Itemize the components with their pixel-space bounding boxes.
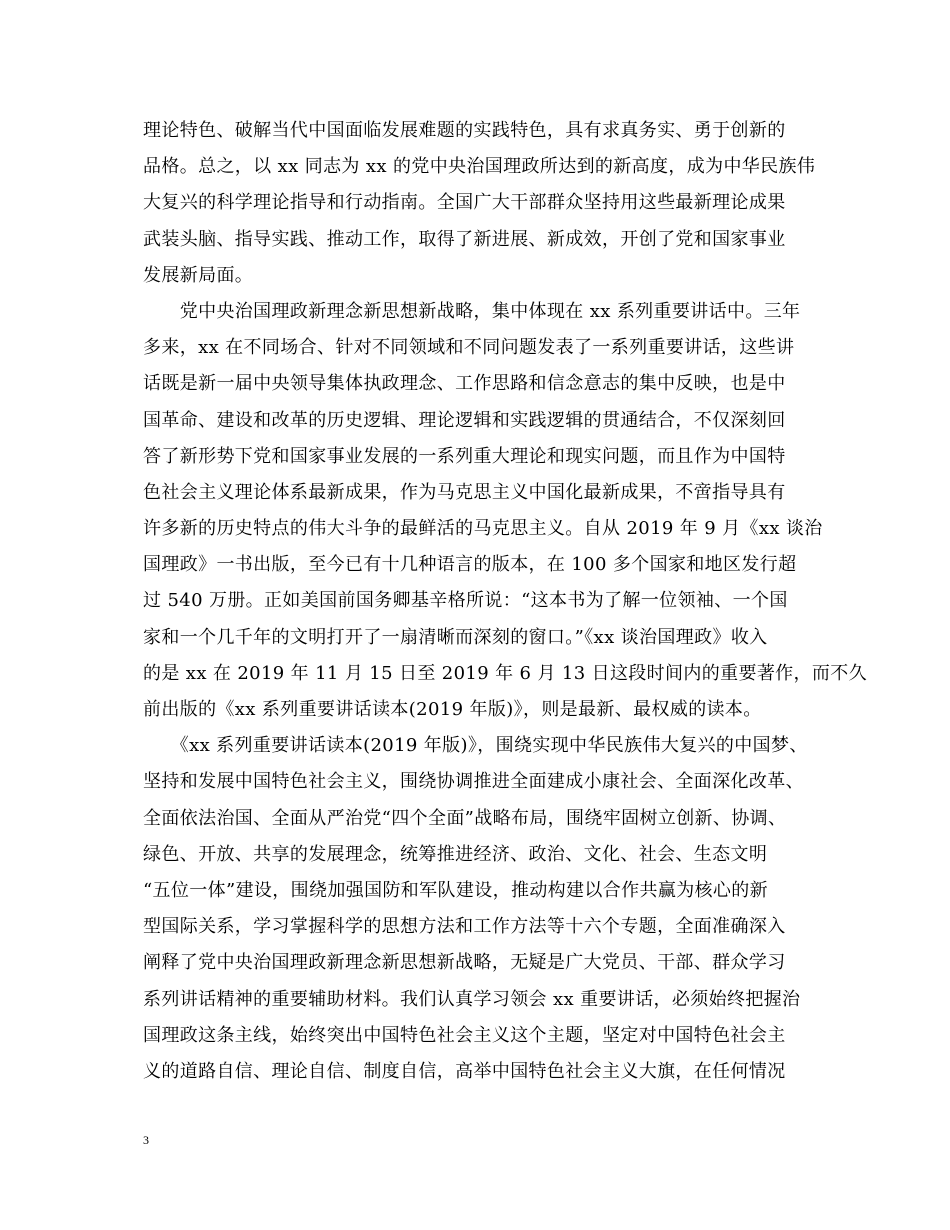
text-line: 国理政这条主线，始终突出中国特色社会主义这个主题，坚定对中国特色社会主 (143, 1024, 786, 1046)
text-line: 多来，xx 在不同场合、针对不同领域和不同问题发表了一系列重要讲话，这些讲 (143, 337, 795, 359)
body-text (143, 113, 867, 1090)
text-line: 许多新的历史特点的伟大斗争的最鲜活的马克思主义。自从 2019 年 9 月《xx 谈治 (143, 518, 823, 540)
text-line: 系列讲话精神的重要辅助材料。我们认真学习领会 xx 重要讲话，必须始终把握治 (143, 988, 801, 1010)
text-line: 国革命、建设和改革的历史逻辑、理论逻辑和实践逻辑的贯通结合，不仅深刻回 (143, 409, 786, 431)
text-line: 义的道路自信、理论自信、制度自信，高举中国特色社会主义大旗，在任何情况 (143, 1060, 786, 1082)
text-line: 阐释了党中央治国理政新理念新思想新战略，无疑是广大党员、干部、群众学习 (143, 952, 786, 974)
text-line: “五位一体”建设，围绕加强国防和军队建设，推动构建以合作共赢为核心的新 (143, 879, 769, 901)
text-line: 过 540 万册。正如美国前国务卿基辛格所说：“这本书为了解一位领袖、一个国 (143, 590, 788, 612)
text-line: 前出版的《xx 系列重要讲话读本(2019 年版)》，则是最新、最权威的读本。 (143, 699, 762, 720)
text-line: 话既是新一届中央领导集体执政理念、工作思路和信念意志的集中反映，也是中 (143, 373, 786, 395)
text-line: 的是 xx 在 2019 年 11 月 15 日至 2019 年 6 月 13 日这段时间内的重要著作，而不久 (143, 662, 867, 684)
text-line: 坚持和发展中国特色社会主义，围绕协调推进全面建成小康社会、全面深化改革、 (143, 771, 804, 793)
text-line: 理论特色、破解当代中国面临发展难题的实践特色，具有求真务实、勇于创新的 (143, 120, 786, 141)
text-line: 绿色、开放、共享的发展理念，统筹推进经济、政治、文化、社会、生态文明 (143, 843, 768, 865)
text-line: 品格。总之，以 xx 同志为 xx 的党中央治国理政所达到的新高度，成为中华民族伟 (143, 156, 816, 178)
text-line: 大复兴的科学理论指导和行动指南。全国广大干部群众坚持用这些最新理论成果 (143, 192, 786, 214)
text-line: 型国际关系，学习掌握科学的思想方法和工作方法等十六个专题，全面准确深入 (143, 916, 786, 938)
text-line: 国理政》一书出版，至今已有十几种语言的版本，在 100 多个国家和地区发行超 (143, 554, 797, 576)
text-line: 家和一个几千年的文明打开了一扇清晰而深刻的窗口。”《xx 谈治国理政》收入 (143, 626, 768, 648)
text-line: 色社会主义理论体系最新成果，作为马克思主义中国化最新成果，不啻指导具有 (143, 481, 786, 503)
text-line: 答了新形势下党和国家事业发展的一系列重大理论和现实问题，而且作为中国特 (143, 445, 786, 467)
page-number: 3 (143, 1133, 149, 1147)
text-line: 武装头脑、指导实践、推动工作，取得了新进展、新成效，开创了党和国家事业 (143, 228, 786, 250)
text-line: 全面依法治国、全面从严治党“四个全面”战略布局，围绕牢固树立创新、协调、 (143, 807, 787, 829)
text-line: 党中央治国理政新理念新思想新战略，集中体现在 xx 系列重要讲话中。三年 (143, 300, 801, 322)
text-line: 发展新局面。 (143, 264, 254, 286)
text-line: 《xx 系列重要讲话读本(2019 年版)》，围绕实现中华民族伟大复兴的中国梦、 (143, 735, 808, 757)
